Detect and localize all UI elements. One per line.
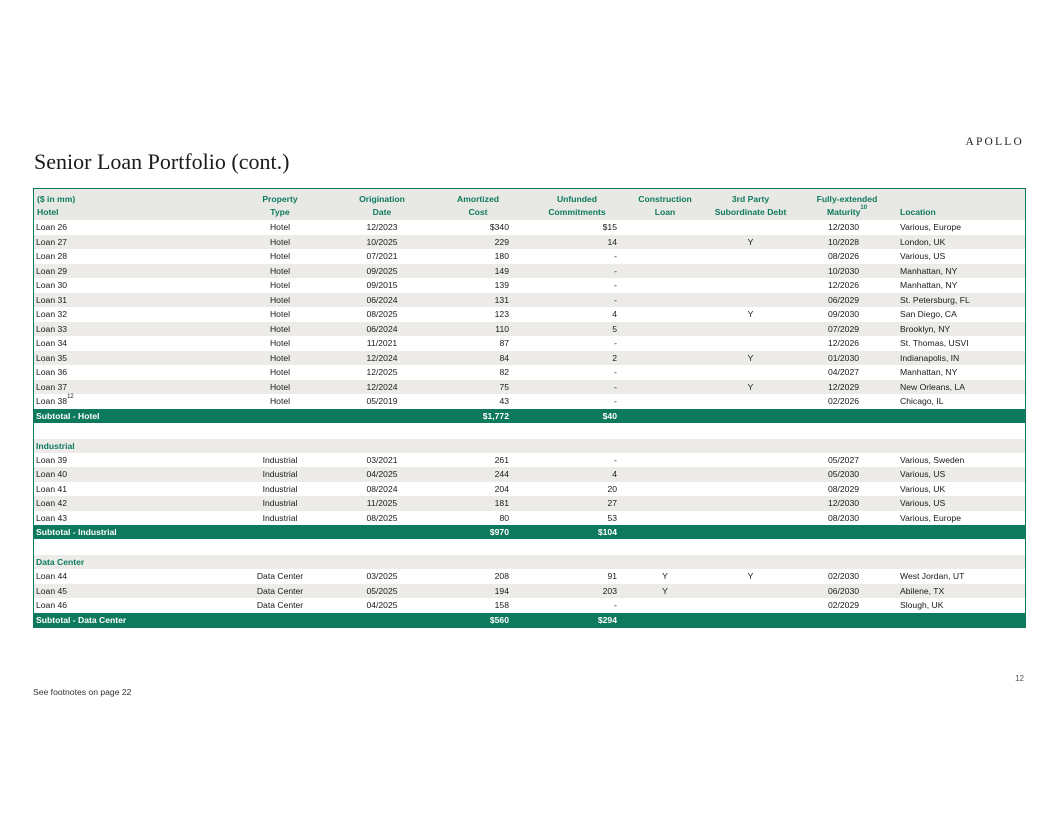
- subtotal-empty: [892, 525, 1025, 539]
- header-row-1: [34, 189, 1025, 204]
- loan-name: Loan 46: [36, 600, 68, 611]
- origination-date-cell: 03/2025: [366, 571, 398, 582]
- loan-name: Loan 29: [36, 265, 68, 276]
- origination-date-cell: 11/2021: [366, 338, 398, 349]
- apollo-logo: APOLLO: [965, 136, 1024, 148]
- table-row: [34, 598, 1025, 613]
- construction-loan-cell: [631, 235, 699, 250]
- loan-name: Loan 30: [36, 280, 68, 291]
- location-cell: Brooklyn, NY: [900, 323, 951, 334]
- table-row: [34, 584, 1025, 599]
- loan-portfolio-table-container: [33, 188, 1026, 628]
- origination-date-cell: 04/2025: [366, 600, 398, 611]
- property-type-cell: Hotel: [269, 352, 291, 363]
- unfunded-commitments-cell: $15: [602, 222, 617, 233]
- unfunded-commitments-cell: -: [614, 280, 617, 291]
- amortized-cost-cell: 84: [499, 352, 509, 363]
- construction-loan-cell: [631, 453, 699, 468]
- property-type-cell: Hotel: [269, 338, 291, 349]
- header-location: Location: [900, 207, 936, 217]
- origination-date-cell: 03/2021: [366, 454, 398, 465]
- maturity-cell: 12/2026: [827, 280, 860, 291]
- unfunded-commitments-cell: -: [614, 294, 617, 305]
- subtotal-empty: [631, 613, 699, 627]
- property-type-cell: Hotel: [269, 251, 291, 262]
- loan-name: Loan 44: [36, 571, 68, 582]
- third-party-debt-cell: [699, 293, 802, 308]
- subtotal-label: Subtotal - Data Center: [36, 614, 127, 625]
- section-header-row: [34, 439, 1025, 453]
- origination-date-cell: 10/2025: [366, 236, 398, 247]
- unfunded-commitments-cell: -: [614, 338, 617, 349]
- amortized-cost-cell: 204: [494, 483, 509, 494]
- unfunded-commitments-cell: -: [614, 251, 617, 262]
- unfunded-commitments-cell: 20: [607, 483, 617, 494]
- subtotal-row: [34, 613, 1025, 627]
- subtotal-row: [34, 409, 1025, 423]
- property-type-cell: Hotel: [269, 381, 291, 392]
- amortized-cost-cell: 123: [494, 309, 509, 320]
- third-party-debt-cell: [699, 220, 802, 235]
- construction-loan-cell: [631, 394, 699, 409]
- header-unfunded: Unfunded: [556, 194, 598, 204]
- construction-loan-cell: [631, 278, 699, 293]
- maturity-cell: 06/2030: [827, 585, 860, 596]
- table-row: [34, 220, 1025, 235]
- loan-name: Loan 41: [36, 483, 68, 494]
- property-type-cell: Industrial: [262, 498, 298, 509]
- header-maturity: Maturity$^{10}$: [826, 205, 868, 217]
- table-row: [34, 453, 1025, 468]
- loan-name-cell: [34, 511, 229, 526]
- loan-name: Loan 26: [36, 222, 68, 233]
- loan-name: Loan 31: [36, 294, 68, 305]
- maturity-cell: 01/2030: [827, 352, 860, 363]
- amortized-cost-cell: 139: [494, 280, 509, 291]
- location-cell: Slough, UK: [900, 600, 944, 611]
- loan-name: Loan 35: [36, 352, 68, 363]
- location-cell: St. Thomas, USVI: [900, 338, 969, 349]
- subtotal-empty: [892, 409, 1025, 423]
- loan-name-cell: [34, 569, 229, 584]
- property-type-cell: Hotel: [269, 236, 291, 247]
- origination-date-cell: 04/2025: [366, 469, 398, 480]
- loan-name-cell: [34, 235, 229, 250]
- location-cell: Manhattan, NY: [900, 265, 958, 276]
- loan-name-cell: [34, 220, 229, 235]
- amortized-cost-cell: 229: [494, 236, 509, 247]
- table-row: [34, 365, 1025, 380]
- origination-date-cell: 11/2025: [366, 498, 398, 509]
- loan-name: Loan 28: [36, 251, 68, 262]
- location-cell: St. Petersburg, FL: [900, 294, 970, 305]
- construction-loan-cell: Y: [662, 571, 668, 582]
- maturity-cell: 09/2030: [827, 309, 860, 320]
- loan-name-cell: [34, 453, 229, 468]
- third-party-debt-cell: [699, 365, 802, 380]
- property-type-cell: Data Center: [256, 600, 304, 611]
- loan-name: Loan 36: [36, 367, 68, 378]
- unfunded-commitments-cell: 91: [607, 571, 617, 582]
- origination-date-cell: 12/2023: [366, 222, 398, 233]
- location-cell: Various, Sweden: [900, 454, 965, 465]
- loan-name: Loan 34: [36, 338, 68, 349]
- location-cell: Various, US: [900, 469, 946, 480]
- loan-name-cell: [34, 467, 229, 482]
- property-type-cell: Industrial: [262, 483, 298, 494]
- loan-name-cell: [34, 482, 229, 497]
- location-cell: Indianapolis, IN: [900, 352, 960, 363]
- location-cell: London, UK: [900, 236, 946, 247]
- property-type-cell: Hotel: [269, 265, 291, 276]
- header-loan: Loan: [654, 207, 676, 217]
- table-row: [34, 380, 1025, 395]
- header-row-2: [34, 204, 1025, 220]
- subtotal-empty: [699, 613, 802, 627]
- origination-date-cell: 05/2019: [366, 396, 398, 407]
- third-party-debt-cell: [699, 336, 802, 351]
- table-row: [34, 336, 1025, 351]
- construction-loan-cell: [631, 322, 699, 337]
- loan-name-cell: [34, 380, 229, 395]
- loan-name-cell: [34, 394, 229, 409]
- table-row: [34, 235, 1025, 250]
- header-third-party: 3rd Party: [731, 194, 770, 204]
- unfunded-commitments-cell: 4: [612, 309, 617, 320]
- amortized-cost-cell: 181: [494, 498, 509, 509]
- loan-footnote-ref: 12: [67, 394, 74, 401]
- table-row: [34, 278, 1025, 293]
- header-amortized: Amortized: [456, 194, 500, 204]
- amortized-cost-cell: 82: [499, 367, 509, 378]
- loan-name: Loan 45: [36, 585, 68, 596]
- third-party-debt-cell: [699, 482, 802, 497]
- maturity-cell: 02/2026: [827, 396, 860, 407]
- header-property: Property: [262, 194, 298, 204]
- spacer-cell: [34, 539, 1025, 555]
- maturity-cell: 05/2030: [827, 469, 860, 480]
- amortized-cost-cell: $340: [489, 222, 509, 233]
- unfunded-commitments-cell: -: [614, 396, 617, 407]
- subtotal-row: [34, 525, 1025, 539]
- loan-name: Loan 40: [36, 469, 68, 480]
- loan-name: Loan 27: [36, 236, 68, 247]
- amortized-cost-cell: 43: [499, 396, 509, 407]
- property-type-cell: Hotel: [269, 222, 291, 233]
- subtotal-empty: [699, 525, 802, 539]
- unfunded-commitments-cell: -: [614, 600, 617, 611]
- third-party-debt-cell: Y: [747, 381, 754, 392]
- property-type-cell: Industrial: [262, 469, 298, 480]
- location-cell: Manhattan, NY: [900, 280, 958, 291]
- property-type-cell: Hotel: [269, 294, 291, 305]
- spacer-row: [34, 539, 1025, 555]
- page-title: Senior Loan Portfolio (cont.): [34, 149, 290, 174]
- subtotal-empty: [229, 409, 331, 423]
- origination-date-cell: 07/2021: [366, 251, 398, 262]
- unfunded-commitments-cell: -: [614, 381, 617, 392]
- location-cell: Manhattan, NY: [900, 367, 958, 378]
- table-row: [34, 569, 1025, 584]
- section-header-row: [34, 555, 1025, 569]
- loan-name-cell: [34, 584, 229, 599]
- location-cell: Abilene, TX: [900, 585, 945, 596]
- origination-date-cell: 12/2025: [366, 367, 398, 378]
- unfunded-commitments-cell: -: [614, 454, 617, 465]
- loan-name-cell: [34, 598, 229, 613]
- page-number: 12: [1015, 674, 1024, 683]
- property-type-cell: Hotel: [269, 309, 291, 320]
- subtotal-empty: [631, 525, 699, 539]
- construction-loan-cell: [631, 264, 699, 279]
- loan-name: Loan 32: [36, 309, 68, 320]
- header-subordinate-debt: Subordinate Debt: [714, 207, 787, 217]
- loan-name-cell: [34, 336, 229, 351]
- loan-name: Loan 42: [36, 498, 68, 509]
- construction-loan-cell: [631, 293, 699, 308]
- construction-loan-cell: [631, 249, 699, 264]
- maturity-cell: 10/2030: [827, 265, 860, 276]
- loan-name-cell: [34, 365, 229, 380]
- third-party-debt-cell: [699, 322, 802, 337]
- loan-portfolio-table: [34, 189, 1025, 627]
- origination-date-cell: 12/2024: [366, 352, 398, 363]
- maturity-cell: 08/2030: [827, 512, 860, 523]
- section-label: Data Center: [34, 555, 1025, 569]
- amortized-cost-cell: 261: [494, 454, 509, 465]
- amortized-cost-cell: 75: [499, 381, 509, 392]
- maturity-footnote-ref: 10: [860, 205, 868, 211]
- construction-loan-cell: [631, 482, 699, 497]
- property-type-cell: Hotel: [269, 396, 291, 407]
- table-row: [34, 293, 1025, 308]
- amortized-cost-cell: 180: [494, 251, 509, 262]
- loan-name: Loan 43: [36, 512, 68, 523]
- amortized-cost-cell: 244: [494, 469, 509, 480]
- subtotal-unfunded: $104: [597, 527, 617, 537]
- amortized-cost-cell: 149: [494, 265, 509, 276]
- location-cell: New Orleans, LA: [900, 381, 965, 392]
- amortized-cost-cell: 87: [499, 338, 509, 349]
- subtotal-empty: [331, 525, 433, 539]
- location-cell: Various, US: [900, 498, 946, 509]
- unfunded-commitments-cell: 203: [602, 585, 617, 596]
- table-row: [34, 482, 1025, 497]
- location-cell: Various, UK: [900, 483, 946, 494]
- subtotal-cost: $1,772: [482, 410, 509, 421]
- unfunded-commitments-cell: 27: [607, 498, 617, 509]
- construction-loan-cell: Y: [662, 585, 668, 596]
- subtotal-empty: [229, 613, 331, 627]
- third-party-debt-cell: [699, 467, 802, 482]
- amortized-cost-cell: 110: [495, 323, 509, 334]
- maturity-cell: 02/2030: [827, 571, 860, 582]
- unfunded-commitments-cell: 2: [612, 352, 617, 363]
- construction-loan-cell: [631, 351, 699, 366]
- origination-date-cell: 08/2024: [366, 483, 398, 494]
- maturity-cell: 12/2029: [827, 381, 860, 392]
- maturity-cell: 05/2027: [827, 454, 860, 465]
- section-label: Industrial: [34, 439, 1025, 453]
- property-type-cell: Data Center: [256, 585, 304, 596]
- subtotal-unfunded: $294: [597, 614, 617, 625]
- subtotal-cost: $970: [489, 527, 509, 537]
- loan-name-cell: [34, 293, 229, 308]
- property-type-cell: Hotel: [269, 323, 291, 334]
- third-party-debt-cell: Y: [747, 352, 754, 363]
- third-party-debt-cell: [699, 264, 802, 279]
- location-cell: Various, Europe: [900, 512, 961, 523]
- loan-name-cell: [34, 249, 229, 264]
- third-party-debt-cell: Y: [747, 309, 754, 320]
- origination-date-cell: 09/2015: [366, 280, 398, 291]
- maturity-cell: 08/2026: [827, 251, 860, 262]
- subtotal-unfunded: $40: [602, 410, 617, 421]
- construction-loan-cell: [631, 336, 699, 351]
- subtotal-cost: $560: [489, 614, 509, 625]
- third-party-debt-cell: [699, 278, 802, 293]
- maturity-cell: 04/2027: [827, 367, 860, 378]
- table-row: [34, 351, 1025, 366]
- table-row: [34, 511, 1025, 526]
- construction-loan-cell: [631, 365, 699, 380]
- location-cell: West Jordan, UT: [900, 571, 965, 582]
- header-construction: Construction: [638, 194, 692, 204]
- origination-date-cell: 05/2025: [366, 585, 398, 596]
- construction-loan-cell: [631, 496, 699, 511]
- header-origination: Origination: [359, 194, 405, 204]
- property-type-cell: Industrial: [262, 454, 298, 465]
- location-cell: Chicago, IL: [900, 396, 944, 407]
- location-cell: San Diego, CA: [900, 309, 957, 320]
- origination-date-cell: 08/2025: [366, 309, 398, 320]
- subtotal-empty: [631, 409, 699, 423]
- unfunded-commitments-cell: 4: [612, 469, 617, 480]
- origination-date-cell: 12/2024: [366, 381, 398, 392]
- unfunded-commitments-cell: -: [614, 367, 617, 378]
- location-cell: Various, US: [900, 251, 946, 262]
- unfunded-commitments-cell: 5: [612, 323, 617, 334]
- header-cost: Cost: [468, 207, 488, 217]
- unfunded-commitments-cell: -: [614, 265, 617, 276]
- construction-loan-cell: [631, 511, 699, 526]
- header-type: Type: [270, 207, 290, 217]
- origination-date-cell: 06/2024: [366, 323, 398, 334]
- loan-name: Loan 37: [36, 381, 68, 392]
- third-party-debt-cell: [699, 496, 802, 511]
- header-commitments: Commitments: [548, 207, 606, 217]
- origination-date-cell: 06/2024: [366, 294, 398, 305]
- table-row: [34, 322, 1025, 337]
- header-hotel: Hotel: [37, 207, 59, 217]
- loan-name: Loan 33: [36, 323, 68, 334]
- third-party-debt-cell: Y: [747, 571, 754, 582]
- maturity-cell: 08/2029: [827, 483, 860, 494]
- subtotal-empty: [699, 409, 802, 423]
- loan-name: Loan 39: [36, 454, 68, 465]
- amortized-cost-cell: 80: [499, 512, 509, 523]
- table-row: [34, 307, 1025, 322]
- subtotal-empty: [331, 613, 433, 627]
- subtotal-empty: [331, 409, 433, 423]
- header-date: Date: [372, 207, 392, 217]
- maturity-cell: 10/2028: [827, 236, 860, 247]
- third-party-debt-cell: [699, 249, 802, 264]
- table-row: [34, 264, 1025, 279]
- third-party-debt-cell: [699, 511, 802, 526]
- origination-date-cell: 09/2025: [366, 265, 398, 276]
- subtotal-empty: [802, 613, 892, 627]
- table-body: [34, 220, 1025, 627]
- amortized-cost-cell: 194: [494, 585, 509, 596]
- subtotal-empty: [802, 525, 892, 539]
- third-party-debt-cell: [699, 584, 802, 599]
- location-cell: Various, Europe: [900, 222, 961, 233]
- maturity-cell: 12/2030: [827, 222, 860, 233]
- loan-name: Loan 38: [36, 396, 68, 407]
- subtotal-empty: [229, 525, 331, 539]
- table-header: [34, 189, 1025, 220]
- unfunded-commitments-cell: 53: [607, 512, 617, 523]
- maturity-cell: 12/2030: [827, 498, 860, 509]
- construction-loan-cell: [631, 220, 699, 235]
- header-units: ($ in mm): [37, 194, 76, 204]
- maturity-cell: 07/2029: [827, 323, 860, 334]
- maturity-cell: 12/2026: [827, 338, 860, 349]
- subtotal-label: Subtotal - Industrial: [36, 527, 117, 537]
- loan-name-cell: [34, 278, 229, 293]
- subtotal-label: Subtotal - Hotel: [36, 410, 100, 421]
- footnote-reference: See footnotes on page 22: [33, 687, 132, 697]
- amortized-cost-cell: 158: [494, 600, 509, 611]
- table-row: [34, 467, 1025, 482]
- spacer-row: [34, 423, 1025, 439]
- property-type-cell: Hotel: [269, 280, 291, 291]
- table-row: [34, 394, 1025, 409]
- property-type-cell: Data Center: [256, 571, 304, 582]
- construction-loan-cell: [631, 380, 699, 395]
- origination-date-cell: 08/2025: [366, 512, 398, 523]
- loan-name-cell: [34, 322, 229, 337]
- unfunded-commitments-cell: 14: [607, 236, 617, 247]
- property-type-cell: Hotel: [269, 367, 291, 378]
- table-row: [34, 249, 1025, 264]
- table-row: [34, 496, 1025, 511]
- amortized-cost-cell: 131: [494, 294, 509, 305]
- third-party-debt-cell: [699, 394, 802, 409]
- third-party-debt-cell: [699, 453, 802, 468]
- amortized-cost-cell: 208: [494, 571, 509, 582]
- third-party-debt-cell: Y: [747, 236, 754, 247]
- maturity-cell: 02/2029: [827, 600, 860, 611]
- subtotal-empty: [802, 409, 892, 423]
- property-type-cell: Industrial: [262, 512, 298, 523]
- third-party-debt-cell: [699, 598, 802, 613]
- header-fully-extended: Fully-extended: [816, 194, 878, 204]
- loan-name-cell: [34, 496, 229, 511]
- header-blank: [892, 189, 1025, 204]
- loan-name-cell: [34, 264, 229, 279]
- subtotal-empty: [892, 613, 1025, 627]
- maturity-cell: 06/2029: [827, 294, 860, 305]
- spacer-cell: [34, 423, 1025, 439]
- loan-name-cell: [34, 351, 229, 366]
- construction-loan-cell: [631, 467, 699, 482]
- construction-loan-cell: [631, 598, 699, 613]
- construction-loan-cell: [631, 307, 699, 322]
- loan-name-cell: [34, 307, 229, 322]
